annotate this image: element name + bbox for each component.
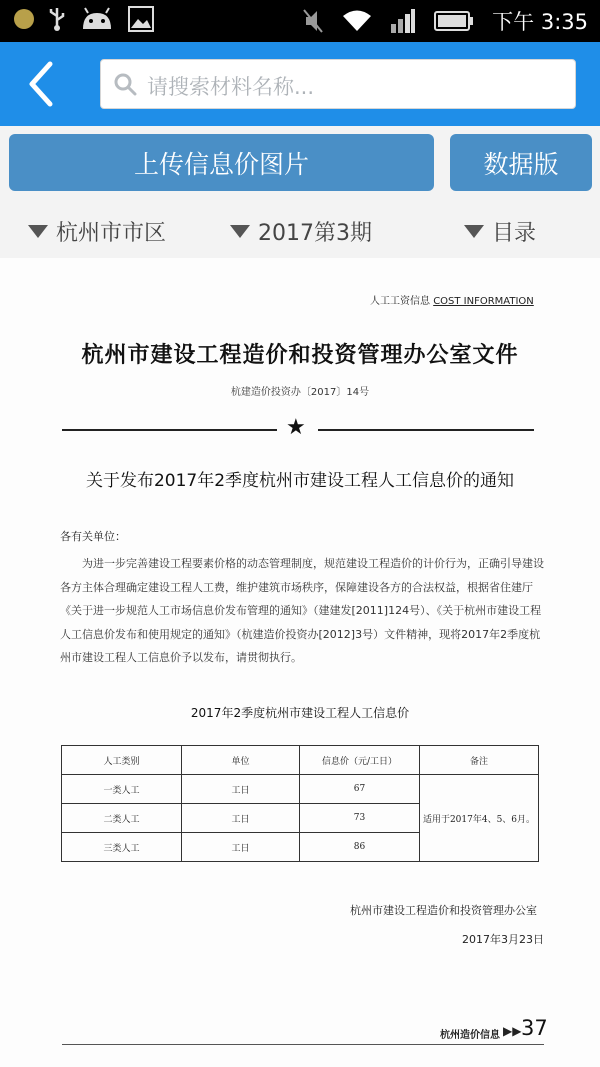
table-row (62, 775, 539, 804)
search-placeholder: 请搜索材料名称... (147, 75, 315, 99)
image-icon (128, 6, 154, 32)
row-remark: 适用于2017年4、5、6月。 (420, 775, 539, 862)
data-version-button[interactable]: 数据版 (450, 134, 592, 191)
android-icon (80, 7, 114, 31)
document-number: 杭建造价投资办〔2017〕14号 (230, 387, 370, 398)
notice-body: 为进一步完善建设工程要素价格的动态管理制度，规范建设工程造价的计价行为，正确引导建设各方主体合理确定建设工程人工费，维护建筑市场秩序，保障建设各方的合法权益，根据省住建厅《关于进一步规范人工市场信息价发布管理的通知》（建建发[2011]124号）、《关于杭州市建设工程人工信息价发布和使用规定的通知》（杭建造价投资办[2012]3号）文件精神，现将2017年2季度杭州市建设工程人工信息价予以发布，请贯彻执行。 (60, 557, 544, 664)
notice-title: 关于发布2017年2季度杭州市建设工程人工信息价的通知 (85, 471, 515, 491)
wifi-icon (342, 9, 372, 33)
triangle-down-icon (230, 225, 250, 238)
footer-arrows: ▶▶ (503, 1024, 522, 1038)
chevron-left-icon (20, 58, 64, 110)
row-unit: 工日 (182, 804, 300, 833)
footer-brand: 杭州造价信息 (440, 1030, 500, 1041)
triangle-down-icon (28, 225, 48, 238)
row-category: 一类人工 (62, 775, 182, 804)
source-tag (370, 292, 534, 307)
search-input[interactable] (100, 59, 576, 109)
search-icon (113, 72, 137, 96)
filter-bar (0, 208, 600, 254)
row-unit: 工日 (182, 833, 300, 862)
row-category: 二类人工 (62, 804, 182, 833)
star-icon: ★ (286, 415, 306, 440)
signature-date: 2017年3月23日 (462, 933, 544, 946)
upload-price-image-button[interactable]: 上传信息价图片 (9, 134, 434, 191)
wage-table (61, 745, 539, 862)
back-button[interactable] (20, 58, 64, 110)
table-title: 2017年2季度杭州市建设工程人工信息价 (190, 706, 410, 720)
header-unit: 单位 (182, 746, 300, 775)
region-filter[interactable] (28, 216, 166, 247)
table-header-row (62, 746, 539, 775)
document-page[interactable] (0, 258, 600, 1067)
footer-divider (62, 1044, 544, 1045)
salutation: 各有关单位： (60, 530, 126, 543)
status-time: 下午 3:35 (492, 10, 588, 34)
row-price: 67 (300, 775, 420, 804)
mute-icon (302, 8, 324, 34)
header-category: 人工类别 (62, 746, 182, 775)
status-bar (0, 0, 600, 42)
period-filter-label: 2017第3期 (258, 221, 372, 246)
page-number: 37 (521, 1016, 548, 1040)
app-header (0, 42, 600, 126)
region-filter-label: 杭州市市区 (56, 221, 167, 246)
source-tag-en: COST INFORMATION (433, 296, 534, 307)
catalog-filter[interactable] (464, 216, 536, 247)
triangle-down-icon (464, 225, 484, 238)
signal-icon (390, 8, 416, 34)
divider-left (62, 429, 277, 431)
period-filter[interactable] (230, 216, 372, 247)
header-remark: 备注 (420, 746, 539, 775)
row-category: 三类人工 (62, 833, 182, 862)
row-price: 86 (300, 833, 420, 862)
row-price: 73 (300, 804, 420, 833)
divider-right (318, 429, 534, 431)
header-price: 信息价（元/工日） (300, 746, 420, 775)
catalog-filter-label: 目录 (492, 221, 537, 246)
row-unit: 工日 (182, 775, 300, 804)
document-title: 杭州市建设工程造价和投资管理办公室文件 (81, 342, 519, 368)
signature-org: 杭州市建设工程造价和投资管理办公室 (350, 904, 537, 917)
notification-dot-icon (14, 9, 34, 29)
source-tag-cn: 人工工资信息 (370, 296, 430, 307)
battery-icon (434, 10, 474, 32)
usb-icon (48, 6, 66, 32)
